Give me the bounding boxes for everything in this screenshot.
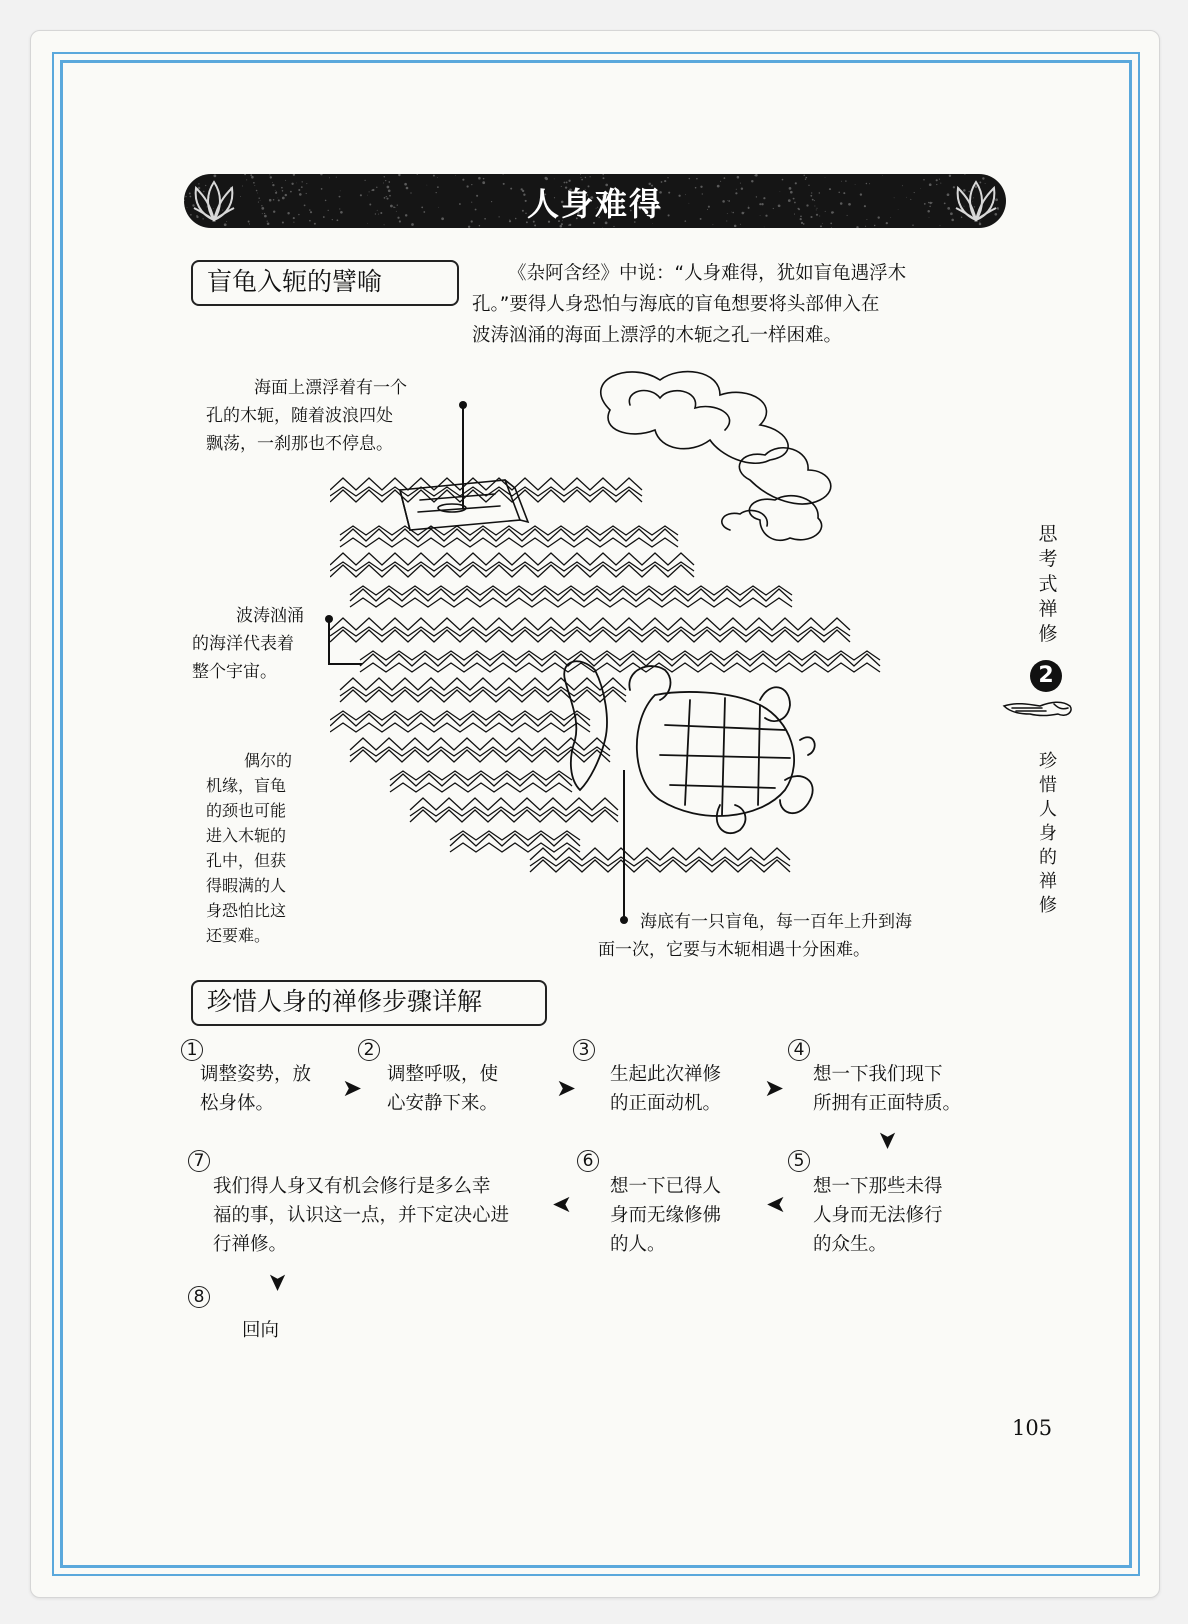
- caption-turtle: [640, 908, 912, 936]
- step-line: 所拥有正面特质。: [813, 1093, 962, 1114]
- side-char: 禅: [1039, 871, 1057, 892]
- caption-ocean: [236, 602, 304, 630]
- caption-line: 孔中，但获: [206, 851, 287, 870]
- caption-line: 身恐怕比这: [206, 901, 287, 920]
- intro-paragraph: [472, 258, 992, 351]
- side-char: 修: [1038, 623, 1058, 645]
- caption-line: 进入木轭的: [206, 826, 287, 845]
- caption-line: 还要难。: [206, 926, 271, 945]
- step-line: 调整呼吸，使: [387, 1064, 499, 1085]
- arrow-right-icon: ➤: [342, 1074, 363, 1102]
- leader-line: [623, 770, 625, 920]
- step-line: 回向: [242, 1320, 280, 1341]
- step-number: 8: [188, 1286, 210, 1308]
- step-line: 松身体。: [200, 1093, 275, 1114]
- side-char: 修: [1039, 895, 1057, 916]
- title-banner: [184, 174, 1006, 228]
- chapter-side-title: [1036, 522, 1060, 647]
- step-line: 行禅修。: [213, 1234, 288, 1255]
- step-line: 心安静下来。: [387, 1093, 499, 1114]
- caption-line: 的颈也可能: [206, 801, 287, 820]
- page-number: 105: [1012, 1416, 1053, 1440]
- step-line: 的人。: [610, 1234, 666, 1255]
- step-line: 调整姿势，放: [200, 1064, 312, 1085]
- side-char: 的: [1039, 847, 1057, 868]
- step-line: 身而无缘修佛: [610, 1205, 722, 1226]
- caption-line: 整个宇宙。: [192, 662, 277, 682]
- arrow-left-icon: ➤: [766, 1190, 787, 1218]
- step-number: 2: [358, 1039, 380, 1061]
- step-line: 我们得人身又有机会修行是多么幸: [213, 1176, 491, 1197]
- arrow-left-icon: ➤: [552, 1190, 573, 1218]
- step-line: 想一下那些未得: [813, 1176, 943, 1197]
- step-8: [242, 1316, 279, 1345]
- intro-line: 孔。”要得人身恐怕与海底的盲龟想要将头部伸入在: [472, 294, 880, 315]
- side-char: 思: [1038, 523, 1058, 545]
- caption-line: 得暇满的人: [206, 876, 287, 895]
- arrow-right-icon: ➤: [556, 1074, 577, 1102]
- side-char: 惜: [1039, 775, 1057, 796]
- arrow-down-icon: ➤: [264, 1271, 293, 1293]
- intro-line: 波涛汹涌的海面上漂浮的木轭之孔一样困难。: [472, 325, 843, 346]
- page-title: 人身难得: [526, 185, 663, 223]
- step-4: [813, 1060, 961, 1118]
- arrow-right-icon: ➤: [764, 1074, 785, 1102]
- section-side-title: [1036, 750, 1060, 918]
- step-line: 人身而无法修行: [813, 1205, 943, 1226]
- caption-line: 飘荡，一刹那也不停息。: [206, 434, 393, 454]
- leader-line: [328, 619, 330, 665]
- step-number: 4: [788, 1039, 810, 1061]
- leader-dot: [620, 916, 628, 924]
- side-char: 身: [1039, 823, 1057, 844]
- side-char: 禅: [1038, 598, 1058, 620]
- step-line: 的众生。: [813, 1234, 888, 1255]
- step-number: 1: [181, 1039, 203, 1061]
- caption-yoke-cont: [206, 402, 393, 458]
- step-number: 3: [573, 1039, 595, 1061]
- caption-line: 波涛汹涌: [236, 606, 304, 626]
- step-number: 7: [188, 1150, 210, 1172]
- hand-icon: [1002, 694, 1076, 722]
- caption-ocean-cont: [192, 630, 294, 686]
- caption-yoke: [254, 374, 407, 402]
- caption-line: 面一次，它要与木轭相遇十分困难。: [598, 940, 870, 960]
- step-1: [200, 1060, 311, 1118]
- side-char: 人: [1039, 799, 1057, 820]
- step-3: [610, 1060, 721, 1118]
- caption-line: 机缘，盲龟: [206, 776, 287, 795]
- chapter-number-badge: 2: [1030, 660, 1062, 692]
- step-5: [813, 1172, 943, 1259]
- step-line: 福的事，认识这一点，并下定决心进: [213, 1205, 510, 1226]
- caption-line: 海底有一只盲龟，每一百年上升到海: [640, 912, 912, 932]
- section-heading-steps: 珍惜人身的禅修步骤详解: [191, 980, 547, 1026]
- step-line: 想一下已得人: [610, 1176, 722, 1197]
- side-char: 考: [1038, 548, 1058, 570]
- step-number: 5: [788, 1150, 810, 1172]
- section-heading-parable: 盲龟入轭的譬喻: [191, 260, 459, 306]
- caption-line: 海面上漂浮着有一个: [254, 378, 407, 398]
- intro-line: 《杂阿含经》中说：“人身难得，犹如盲龟遇浮木: [508, 263, 907, 284]
- arrow-down-icon: ➤: [874, 1129, 903, 1151]
- turtle-yoke-illustration: [330, 360, 890, 920]
- step-number: 6: [577, 1150, 599, 1172]
- caption-line: 偶尔的: [244, 751, 293, 770]
- step-6: [610, 1172, 721, 1259]
- step-line: 的正面动机。: [610, 1093, 722, 1114]
- caption-line: 孔的木轭，随着波浪四处: [206, 406, 393, 426]
- step-line: 生起此次禅修: [610, 1064, 722, 1085]
- caption-turtle-cont: [598, 936, 870, 964]
- leader-line: [462, 405, 464, 509]
- side-char: 珍: [1039, 751, 1057, 772]
- step-2: [387, 1060, 498, 1118]
- step-7: [213, 1172, 509, 1259]
- step-line: 想一下我们现下: [813, 1064, 943, 1085]
- caption-chance: [206, 748, 292, 948]
- leader-line: [328, 663, 362, 665]
- caption-line: 的海洋代表着: [192, 634, 294, 654]
- side-char: 式: [1038, 573, 1058, 595]
